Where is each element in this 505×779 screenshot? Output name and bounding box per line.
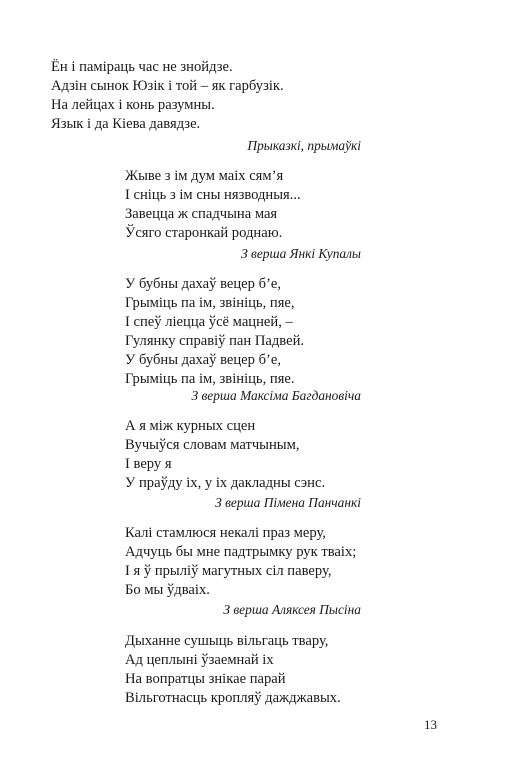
verse-line: Вучыўся словам матчыным, [125,437,300,453]
verse-line: І я ў прыліў магутных сіл паверу, [125,563,332,579]
verse-line: Бо мы ўдваіх. [125,582,210,598]
verse-line: Калі стамлюся некалі праз меру, [125,525,326,541]
verse-line: І веру я [125,456,172,472]
verse-line: На вопратцы знікае парай [125,671,286,687]
verse-line: Язык і да Кіева давядзе. [51,116,201,132]
verse-line: А я між курных сцен [125,418,256,434]
attribution: З верша Максіма Багдановіча [191,388,361,403]
verse-line: Ён і паміраць час не знойдзе. [51,59,233,75]
attribution: З верша Пімена Панчанкі [215,495,361,510]
attribution: З верша Янкі Купалы [241,246,361,261]
verse-line: Ад цеплыні ўзаемнай іх [125,652,274,668]
verse-line: У бубны дахаў вецер б’е, [125,352,281,368]
verse-line: Гулянку справіў пан Падвей. [125,333,305,349]
verse-line: Адчуць бы мне падтрымку рук тваіх; [125,544,357,560]
verse-line: У праўду іх, у іх дакладны сэнс. [125,475,326,491]
verse-line: На лейцах і конь разумны. [51,97,215,113]
verse-line: І сніць з ім сны нязводныя... [125,187,301,203]
page-number: 13 [424,717,437,732]
verse-line: Дыханне сушыць вільгаць твару, [125,633,329,649]
verse-line: Вільготнасць кропляў дажджавых. [125,690,341,706]
verse-line: Ўсяго старонкай роднаю. [125,225,283,241]
attribution: З верша Аляксея Пысіна [223,602,361,617]
attribution: Прыказкі, прымаўкі [247,138,361,153]
verse-line: Грыміць па ім, звініць, пяе. [125,371,295,387]
verse-line: Грыміць па ім, звініць, пяе, [125,295,295,311]
verse-line: Жыве з ім дум маіх сям’я [125,168,284,184]
verse-line: Завецца ж спадчына мая [125,206,278,222]
verse-line: Адзін сынок Юзік і той – як гарбузік. [51,78,284,94]
verse-line: І спеў ліецца ўсё мацней, – [125,314,293,330]
verse-line: У бубны дахаў вецер б’е, [125,276,281,292]
